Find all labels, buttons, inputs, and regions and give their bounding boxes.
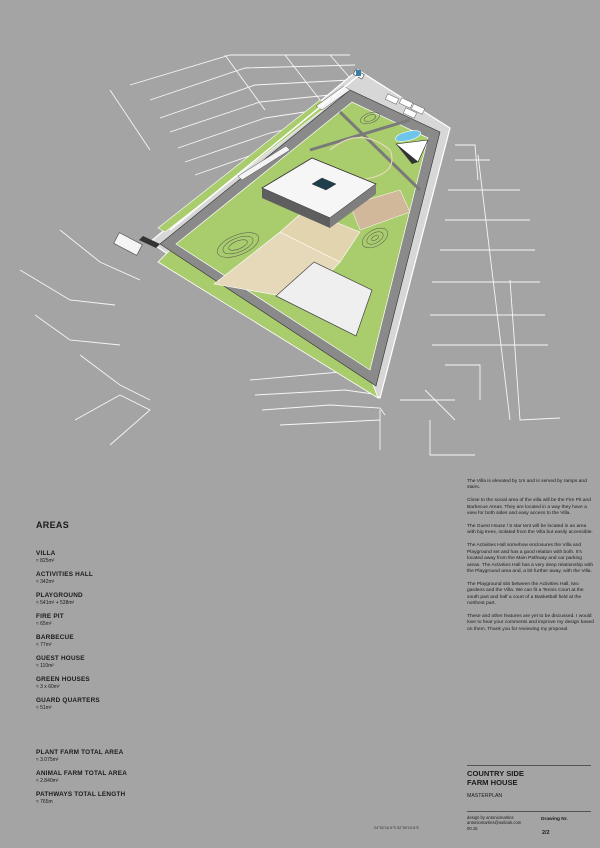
area-value: ≈ 65m² bbox=[36, 621, 52, 627]
area-value: ≈ 342m² bbox=[36, 579, 55, 585]
description-paragraph: The Villa is elevated by 1m and is served by ramps and stairs. bbox=[467, 479, 587, 491]
area-name: ACTIVITIES HALL bbox=[36, 571, 93, 578]
area-value: ≈ 51m² bbox=[36, 705, 52, 711]
area-activities-hall bbox=[36, 571, 236, 586]
area-name: GUARD QUARTERS bbox=[36, 697, 100, 704]
project-title-line1: COUNTRY SIDE bbox=[467, 769, 524, 778]
area-fire-pit bbox=[36, 613, 236, 628]
area-value: ≈ 825m² bbox=[36, 558, 55, 564]
total-value: ≈ 2.840m² bbox=[36, 778, 59, 784]
total-plant-farm bbox=[36, 749, 236, 764]
area-guard-quarters bbox=[36, 697, 236, 712]
area-name: PLAYGROUND bbox=[36, 592, 83, 599]
area-name: VILLA bbox=[36, 550, 56, 557]
total-name: ANIMAL FARM TOTAL AREA bbox=[36, 770, 128, 777]
area-value: ≈ 77m² bbox=[36, 642, 52, 648]
description-text bbox=[467, 479, 595, 640]
title-divider-bottom bbox=[467, 811, 591, 812]
description-paragraph: The Guest House / 5 star tent will be located in an area with big trees, isolated from the Villa but easily accessible. bbox=[467, 524, 593, 536]
drawing-date: 00.15 bbox=[467, 825, 478, 831]
area-name: GREEN HOUSES bbox=[36, 676, 90, 683]
designer-credit bbox=[467, 815, 537, 831]
description-paragraph: Close to the social area of the villa will be the Fire Pit and Barbecue Areas. They are located in a way they have a view for both sides and easy access to the Villa. bbox=[467, 498, 591, 517]
project-title-line2: FARM HOUSE bbox=[467, 777, 518, 787]
area-green-houses bbox=[36, 676, 236, 691]
total-animal-farm bbox=[36, 770, 236, 785]
description-paragraph: The Playground sits between the Activities Hall, two gardens and the Villa. We can fit a Tennis Court at the south part and half a court of a Basketball field at the northest part. bbox=[467, 581, 584, 607]
total-value: ≈ 765m bbox=[36, 799, 53, 805]
water-tank bbox=[356, 70, 361, 76]
description-paragraph: These and other features are yet to be discussed. I would love to hear your comments and improve my design based on them. Thank you for reviewing my proposal. bbox=[467, 614, 594, 632]
area-name: BARBECUE bbox=[36, 634, 74, 641]
drawing-label: Drawing Nr. bbox=[541, 817, 568, 822]
area-name: GUEST HOUSE bbox=[36, 655, 85, 662]
total-name: PATHWAYS TOTAL LENGTH bbox=[36, 791, 126, 798]
totals-panel bbox=[36, 749, 236, 812]
area-value: ≈ 541m² + 538m² bbox=[36, 600, 75, 606]
total-name: PLANT FARM TOTAL AREA bbox=[36, 749, 124, 756]
area-villa bbox=[36, 550, 236, 565]
title-divider-top bbox=[467, 765, 591, 766]
description-paragraph: The Activities Hall somehow enclosures the Villa and Playground set and has a good relation with both. It's located away from the Main Pathway and car parking areas. The Activities Hall has a very deep relationship with the Playground area and, a bit further away, with the Villa. bbox=[467, 543, 594, 574]
designer-name: design by antoniomartins bbox=[467, 815, 514, 820]
area-guest-house bbox=[36, 655, 236, 670]
site-coordinates: 24°52'16.9"S 52°59'19.8"E bbox=[374, 826, 419, 830]
total-pathways bbox=[36, 791, 236, 806]
drawing-number: 2/2 bbox=[542, 830, 550, 836]
area-value: ≈ 3 x 60m² bbox=[36, 684, 60, 690]
area-barbecue bbox=[36, 634, 236, 649]
total-value: ≈ 3.075m² bbox=[36, 757, 59, 763]
area-playground bbox=[36, 592, 236, 607]
areas-title: AREAS bbox=[36, 520, 70, 530]
designer-email: antoniomartins@outlook.com bbox=[467, 820, 522, 826]
drawing-subtitle: MASTERPLAN bbox=[467, 793, 503, 800]
area-name: FIRE PIT bbox=[36, 613, 64, 620]
area-value: ≈ 110m² bbox=[36, 663, 54, 669]
areas-panel bbox=[36, 520, 236, 718]
title-block bbox=[467, 770, 591, 799]
